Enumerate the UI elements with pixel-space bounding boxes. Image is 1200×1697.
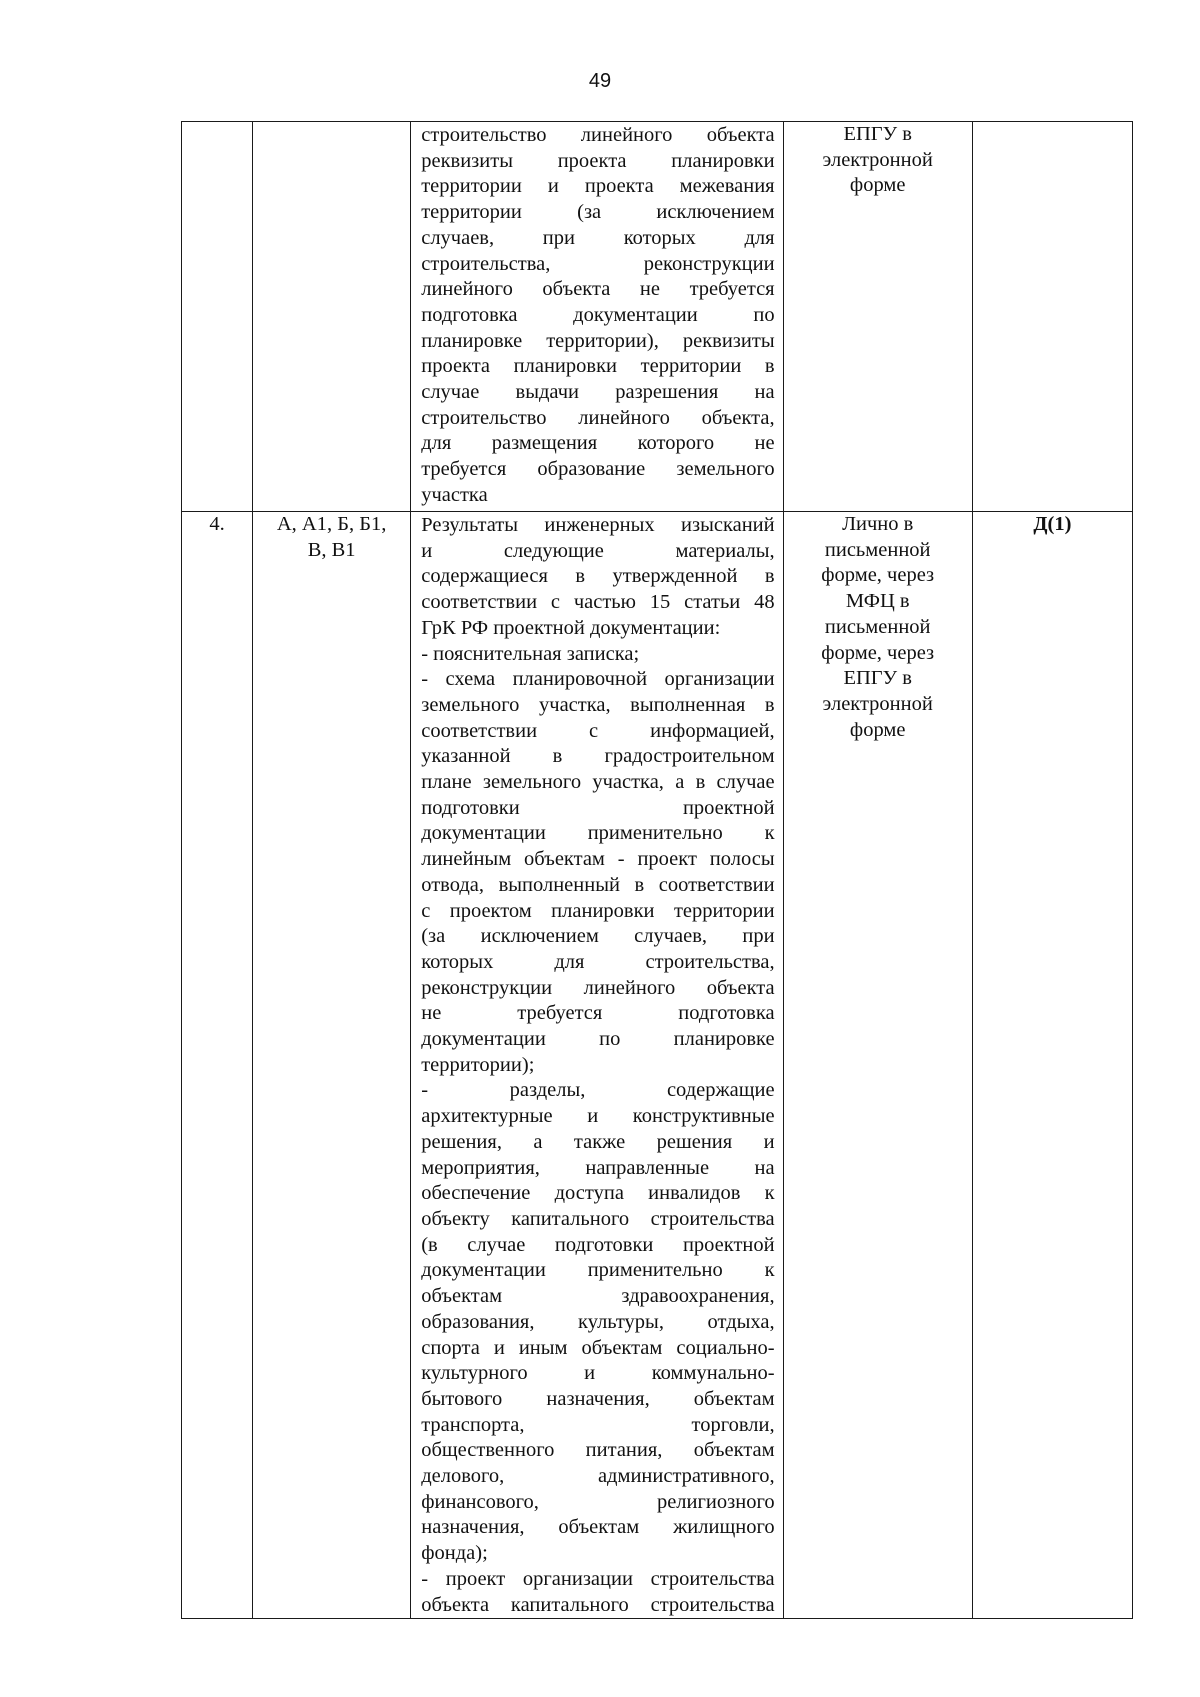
applicant-categories-cell <box>253 512 411 1619</box>
applicant-categories-cell <box>253 122 411 512</box>
submission-line: форме, через <box>821 641 935 664</box>
text-line: требуется образование земельного <box>421 458 775 481</box>
text-line: назначения, объектам жилищного <box>421 1516 775 1539</box>
submission-line: письменной <box>824 538 931 561</box>
text-line: содержащиеся в утвержденной в <box>421 565 775 588</box>
text-line: линейного объекта не требуется <box>421 278 775 301</box>
submission-line: письменной <box>824 615 931 638</box>
text-line: случаев, при которых для <box>421 226 775 249</box>
text-line: Результаты инженерных изысканий <box>421 514 775 536</box>
text-line: участка <box>421 483 488 506</box>
text-line: обеспечение доступа инвалидов к <box>421 1182 775 1205</box>
text-line: проекта планировки территории в <box>421 355 775 378</box>
text-line: делового, административного, <box>421 1465 775 1488</box>
text-line: реконструкции линейного объекта <box>421 976 775 999</box>
text-line: образования, культуры, отдыха, <box>421 1310 775 1333</box>
document-code-cell <box>972 122 1132 512</box>
submission-line: МФЦ в <box>845 590 910 613</box>
text-line: подготовка документации по <box>421 303 775 326</box>
submission-line: электронной <box>822 692 933 715</box>
row-number-cell <box>182 122 253 512</box>
text-line: планировке территории), реквизиты <box>421 329 775 352</box>
text-line: объекту капитального строительства <box>421 1207 775 1230</box>
submission-line: ЕПГУ в <box>843 123 912 145</box>
documents-table <box>181 121 1133 1619</box>
text-line: бытового назначения, объектам <box>421 1387 775 1410</box>
text-line: для размещения которого не <box>421 432 775 455</box>
text-line: соответствии с информацией, <box>421 719 775 742</box>
text-line: транспорта, торговли, <box>421 1413 775 1436</box>
text-line: реквизиты проекта планировки <box>421 149 775 172</box>
text-line: земельного участка, выполненная в <box>421 693 775 716</box>
submission-line: форме <box>849 718 906 741</box>
text-line: которых для строительства, <box>421 950 775 973</box>
text-line: решения, а также решения и <box>421 1130 775 1153</box>
text-line: мероприятия, направленные на <box>421 1156 775 1179</box>
text-line: фонда); <box>421 1542 488 1565</box>
submission-line: форме <box>849 174 906 197</box>
text-line: территории (за исключением <box>421 201 775 224</box>
text-line: - пояснительная записка; <box>421 642 640 665</box>
text-line: случае выдачи разрешения на <box>421 381 775 404</box>
submission-line: ЕПГУ в <box>843 667 912 690</box>
submission-line: форме, через <box>821 564 935 587</box>
submission-line: электронной <box>822 148 933 171</box>
text-line: территории и проекта межевания <box>421 175 775 198</box>
text-line: не требуется подготовка <box>421 1002 775 1025</box>
submission-method-cell <box>783 122 972 512</box>
text-line: подготовки проектной <box>421 796 775 819</box>
text-line: (за исключением случаев, при <box>421 925 775 948</box>
document-description-cell <box>411 122 783 512</box>
text-line: строительства, реконструкции <box>421 252 775 275</box>
text-line: плане земельного участка, а в случае <box>421 771 775 794</box>
text-line: с проектом планировки территории <box>421 899 775 922</box>
text-line: культурного и коммунально- <box>421 1362 775 1385</box>
submission-method-cell <box>783 512 972 1619</box>
text-line: документации применительно к <box>421 822 775 845</box>
text-line: ГрК РФ проектной документации: <box>421 616 721 639</box>
text-line: и следующие материалы, <box>421 539 775 562</box>
text-line: архитектурные и конструктивные <box>421 1105 775 1128</box>
document-code: Д(1) <box>1033 513 1072 535</box>
row-number: 4. <box>209 513 225 535</box>
text-line: указанной в градостроительном <box>421 745 775 768</box>
text-line: финансового, религиозного <box>421 1490 775 1513</box>
text-line: - разделы, содержащие <box>421 1079 775 1102</box>
text-line: отвода, выполненный в соответствии <box>421 873 775 896</box>
text-line: спорта и иным объектам социально- <box>421 1336 775 1359</box>
document-description-cell <box>411 512 783 1619</box>
document-code-cell <box>972 512 1132 1619</box>
submission-line: Лично в <box>842 513 914 535</box>
text-line: - проект организации строительства <box>421 1567 775 1590</box>
page-number: 49 <box>588 70 612 92</box>
categories-line: А, А1, Б, Б1, <box>276 513 387 535</box>
table-row <box>182 122 1133 512</box>
text-line: линейным объектам - проект полосы <box>421 848 775 871</box>
table-row <box>182 512 1133 1619</box>
row-number-cell <box>182 512 253 1619</box>
text-line: объекта капитального строительства <box>421 1593 775 1616</box>
text-line: строительство линейного объекта <box>421 124 775 146</box>
categories-line: В, В1 <box>307 538 356 561</box>
text-line: общественного питания, объектам <box>421 1439 775 1462</box>
text-line: строительство линейного объекта, <box>421 406 775 429</box>
text-line: территории); <box>421 1053 535 1076</box>
text-line: соответствии с частью 15 статьи 48 <box>421 591 775 614</box>
text-line: документации по планировке <box>421 1028 775 1051</box>
text-line: объектам здравоохранения, <box>421 1285 775 1308</box>
text-line: (в случае подготовки проектной <box>421 1233 775 1256</box>
text-line: документации применительно к <box>421 1259 775 1282</box>
text-line: - схема планировочной организации <box>421 668 775 691</box>
